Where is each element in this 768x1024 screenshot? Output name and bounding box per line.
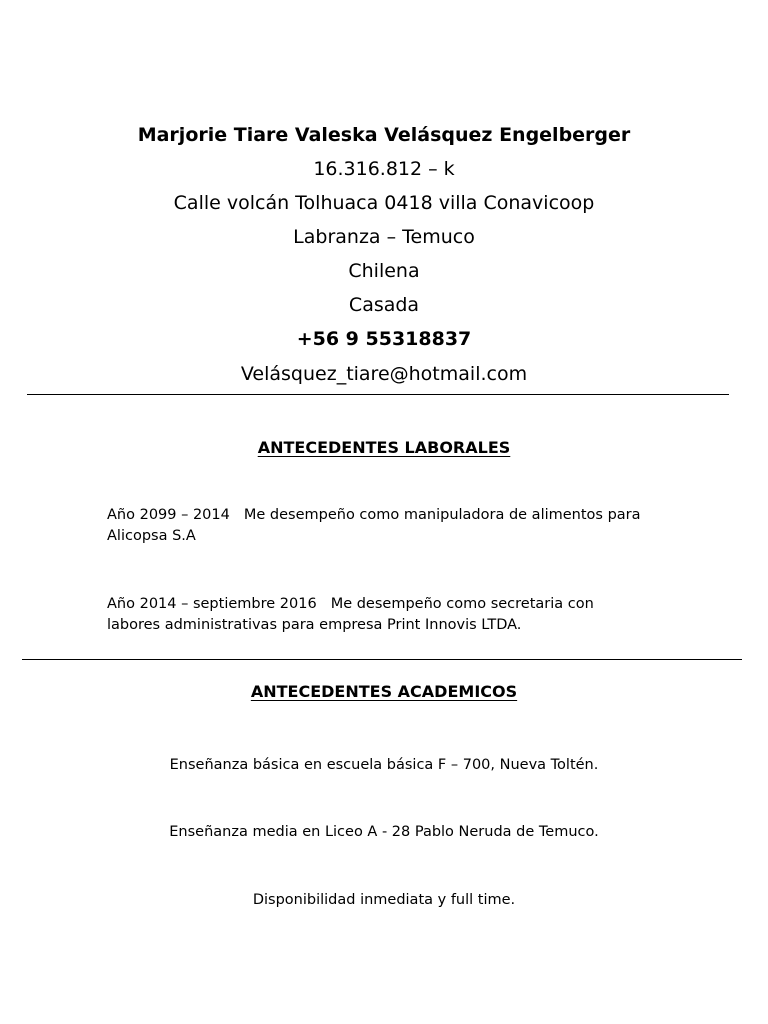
header-divider — [27, 394, 729, 395]
availability-note: Disponibilidad inmediata y full time. — [252, 892, 516, 908]
work-entry-2 — [107, 594, 647, 636]
full-name: Marjorie Tiare Valeska Velásquez Engelberger — [137, 124, 631, 146]
address: Calle volcán Tolhuaca 0418 villa Conavicoop — [173, 192, 595, 214]
work-entry-1 — [107, 505, 647, 547]
work-section-title — [0, 438, 768, 458]
phone-number: +56 9 55318837 — [296, 328, 472, 350]
nationality: Chilena — [348, 260, 420, 282]
city: Labranza – Temuco — [293, 226, 475, 248]
academic-entry-1: Enseñanza básica en escuela básica F – 700, Nueva Toltén. — [169, 757, 599, 773]
marital-status: Casada — [348, 294, 420, 316]
work-entry-2-description: Me desempeño como secretaria con labores administrativas para empresa Print Innovis LTDA. — [107, 596, 594, 633]
work-section-title-text: ANTECEDENTES LABORALES — [257, 438, 511, 457]
academic-entry-2: Enseñanza media en Liceo A - 28 Pablo Neruda de Temuco. — [169, 824, 599, 840]
work-entry-1-description: Me desempeño como manipuladora de alimentos para Alicopsa S.A — [107, 507, 641, 544]
work-entry-1-years: Año 2099 – 2014 — [107, 507, 230, 523]
rut-number: 16.316.812 – k — [313, 158, 455, 180]
academic-section-title-text: ANTECEDENTES ACADEMICOS — [250, 682, 518, 701]
email-address: Velásquez_tiare@hotmail.com — [240, 363, 528, 385]
academic-section-title — [0, 682, 768, 702]
section-divider — [22, 659, 742, 660]
work-entry-2-years: Año 2014 – septiembre 2016 — [107, 596, 317, 612]
